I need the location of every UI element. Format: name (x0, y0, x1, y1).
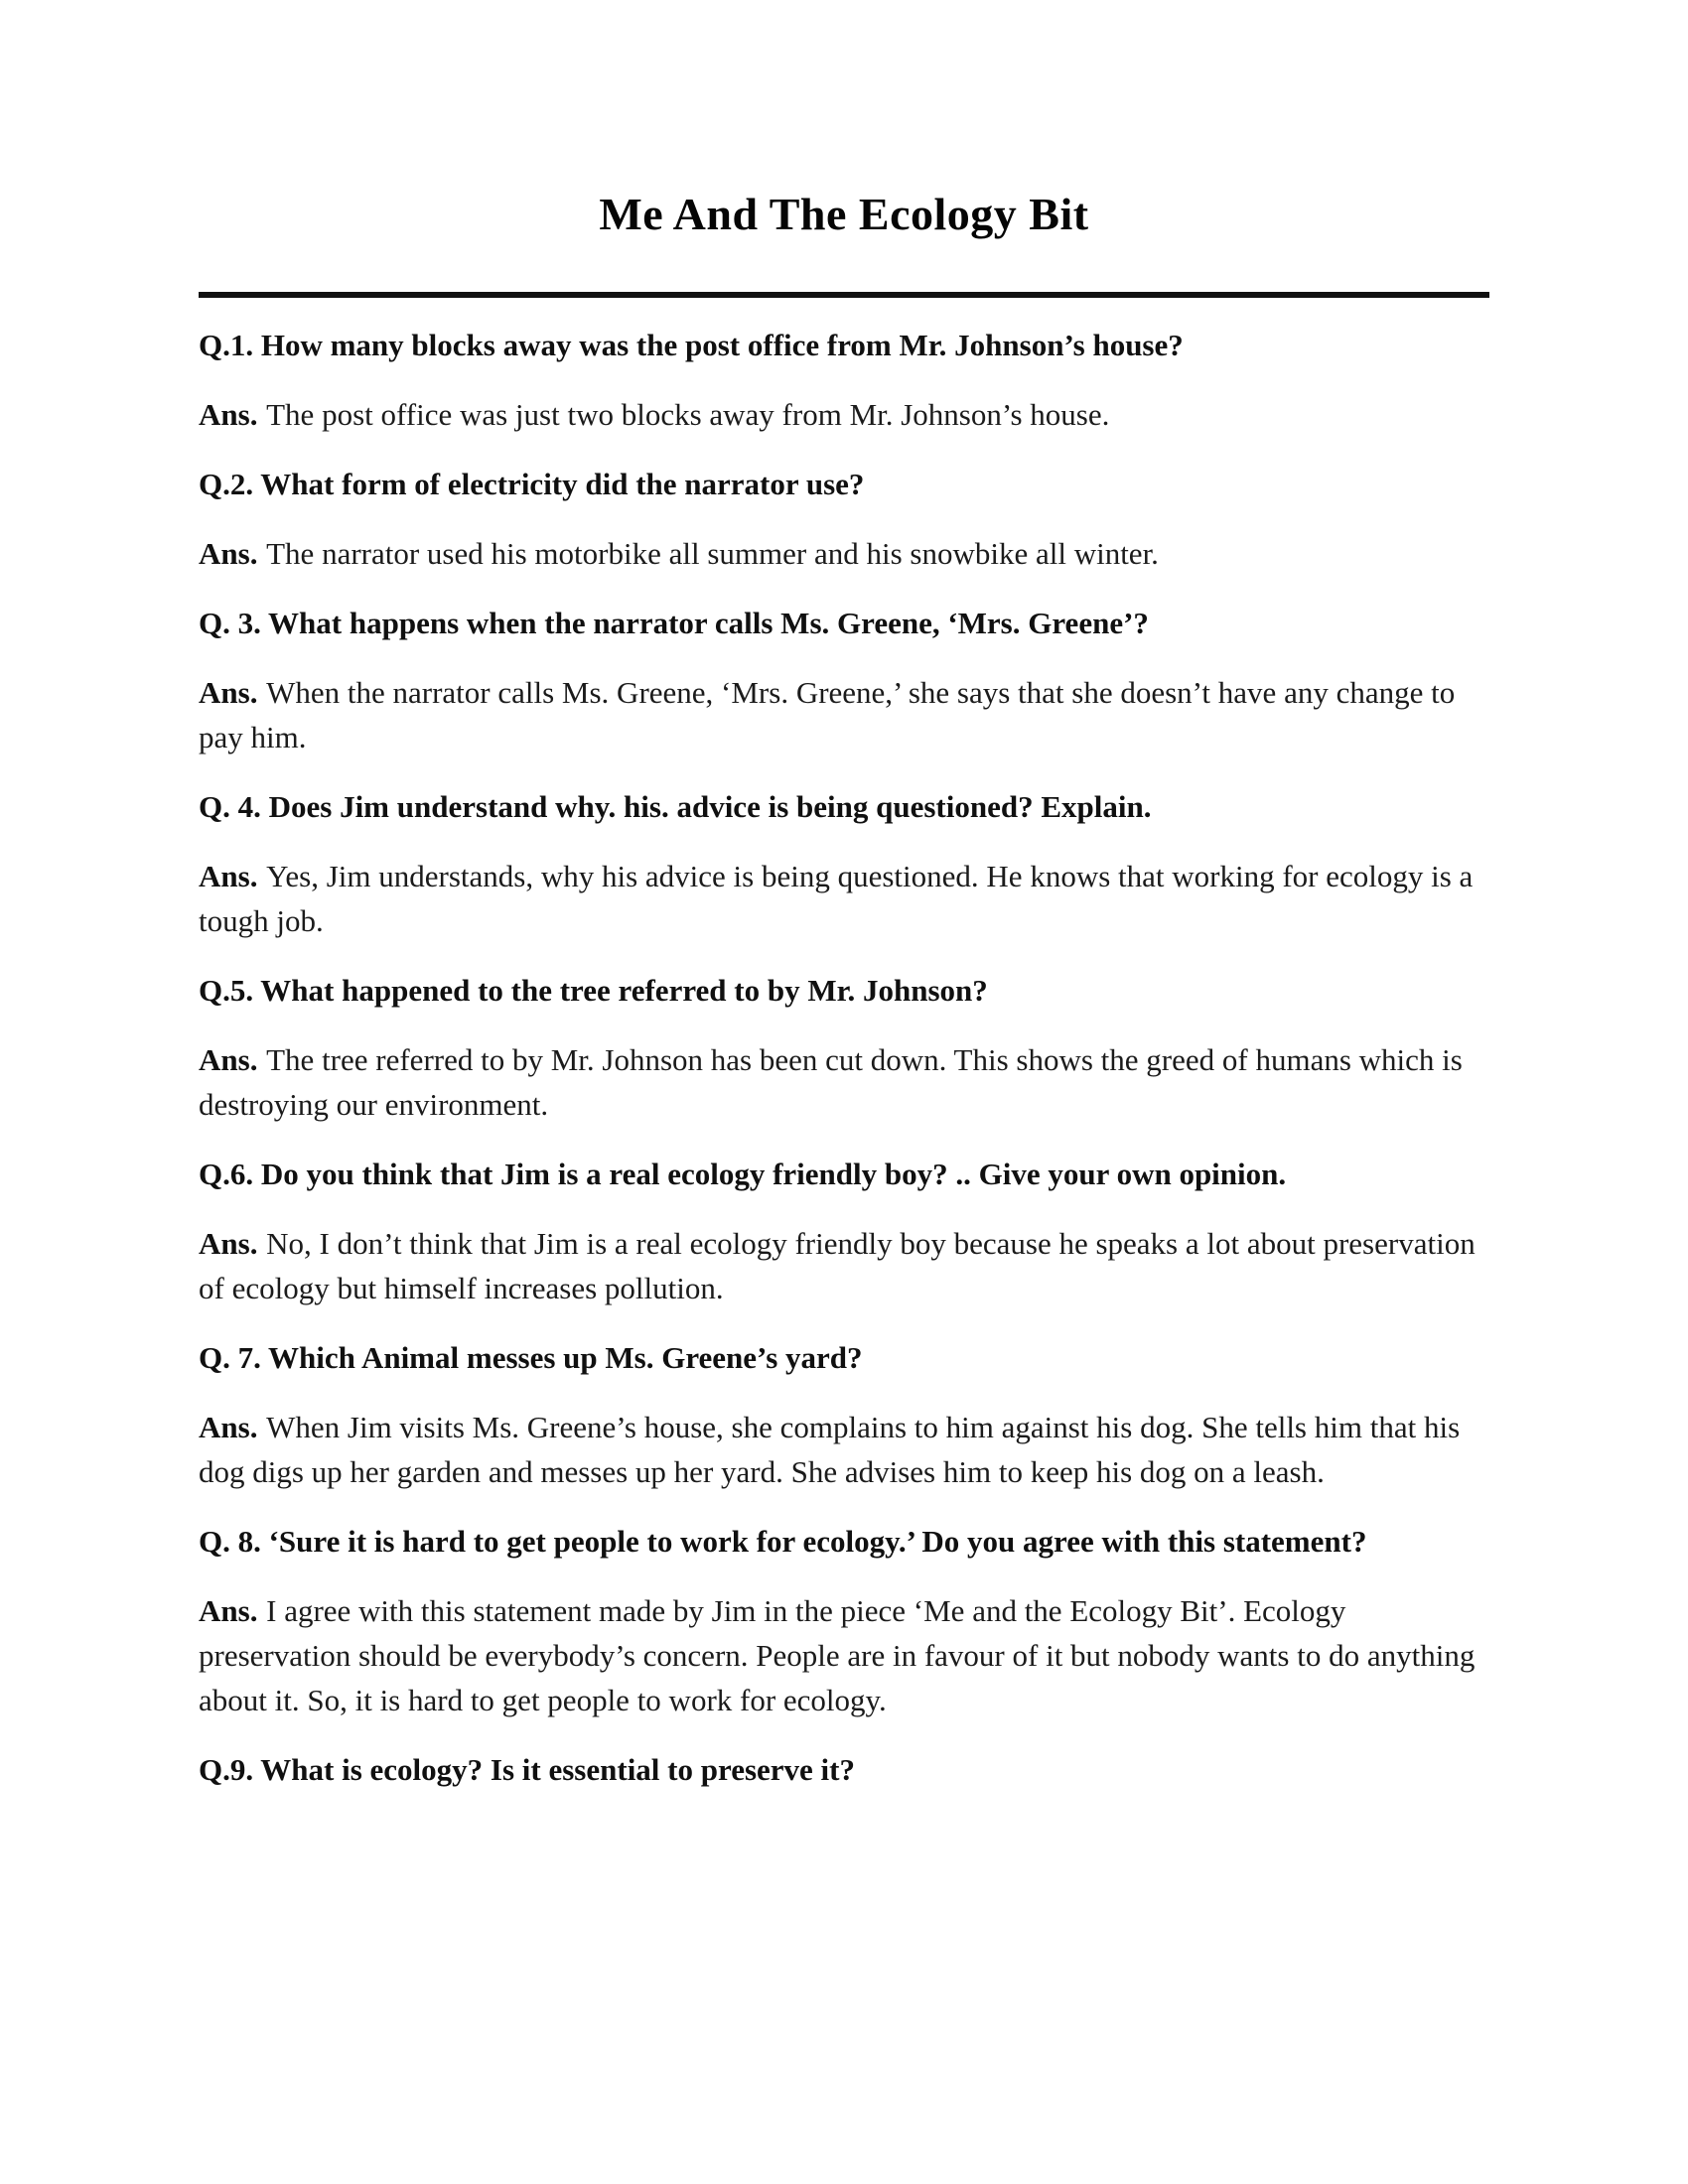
question-text: Q. 4. Does Jim understand why. his. advice is being questioned? Explain. (199, 789, 1152, 824)
qa-item (199, 1747, 1489, 1792)
answer-text (199, 1221, 1489, 1310)
qa-item (199, 601, 1489, 759)
qa-item (199, 968, 1489, 1127)
answer-label: Ans. (199, 397, 258, 432)
answer-body: When the narrator calls Ms. Greene, ‘Mrs. Greene,’ she says that she doesn’t have any change to pay him. (199, 675, 1456, 754)
question-text: Q.1. How many blocks away was the post office from Mr. Johnson’s house? (199, 328, 1184, 362)
qa-item (199, 323, 1489, 437)
qa-item (199, 1519, 1489, 1722)
question-text: Q.2. What form of electricity did the narrator use? (199, 467, 865, 501)
answer-label: Ans. (199, 1593, 258, 1628)
answer-body: The post office was just two blocks away from Mr. Johnson’s house. (266, 397, 1110, 432)
answer-text (199, 854, 1489, 943)
page-title: Me And The Ecology Bit (599, 189, 1089, 239)
qa-item (199, 1152, 1489, 1310)
answer-text (199, 392, 1489, 437)
answer-body: When Jim visits Ms. Greene’s house, she complains to him against his dog. She tells him that his dog digs up her garden and messes up her yard. She advises him to keep his dog on a leash. (199, 1410, 1461, 1489)
answer-body: No, I don’t think that Jim is a real ecology friendly boy because he speaks a lot about preservation of ecology but himself increases pollution. (199, 1226, 1476, 1305)
answer-body: Yes, Jim understands, why his advice is being questioned. He knows that working for ecology is a tough job. (199, 859, 1474, 938)
answer-text (199, 670, 1489, 759)
answer-body: I agree with this statement made by Jim in the piece ‘Me and the Ecology Bit’. Ecology preservation should be everybody’s concern. People are in favour of it but nobody wants to do anything about it. So, it is hard to get people to work for ecology. (199, 1593, 1476, 1717)
answer-label: Ans. (199, 1042, 258, 1077)
answer-text (199, 1037, 1489, 1127)
qa-item (199, 462, 1489, 576)
question-text: Q. 3. What happens when the narrator calls Ms. Greene, ‘Mrs. Greene’? (199, 606, 1149, 640)
answer-label: Ans. (199, 1410, 258, 1444)
title-divider (199, 292, 1489, 298)
question-text: Q. 7. Which Animal messes up Ms. Greene’s yard? (199, 1340, 863, 1375)
qa-list (199, 323, 1489, 1792)
answer-label: Ans. (199, 859, 258, 893)
answer-label: Ans. (199, 675, 258, 710)
answer-label: Ans. (199, 1226, 258, 1261)
qa-item (199, 1335, 1489, 1494)
answer-text (199, 1588, 1489, 1722)
answer-text (199, 531, 1489, 576)
question-text: Q.9. What is ecology? Is it essential to preserve it? (199, 1752, 855, 1787)
answer-label: Ans. (199, 536, 258, 571)
question-text: Q.5. What happened to the tree referred to by Mr. Johnson? (199, 973, 988, 1008)
answer-body: The narrator used his motorbike all summer and his snowbike all winter. (266, 536, 1159, 571)
question-text: Q.6. Do you think that Jim is a real ecology friendly boy? .. Give your own opinion. (199, 1157, 1287, 1191)
answer-text (199, 1405, 1489, 1494)
answer-body: The tree referred to by Mr. Johnson has been cut down. This shows the greed of humans which is destroying our environment. (199, 1042, 1463, 1122)
qa-item (199, 784, 1489, 943)
question-text: Q. 8. ‘Sure it is hard to get people to work for ecology.’ Do you agree with this statement? (199, 1524, 1367, 1559)
